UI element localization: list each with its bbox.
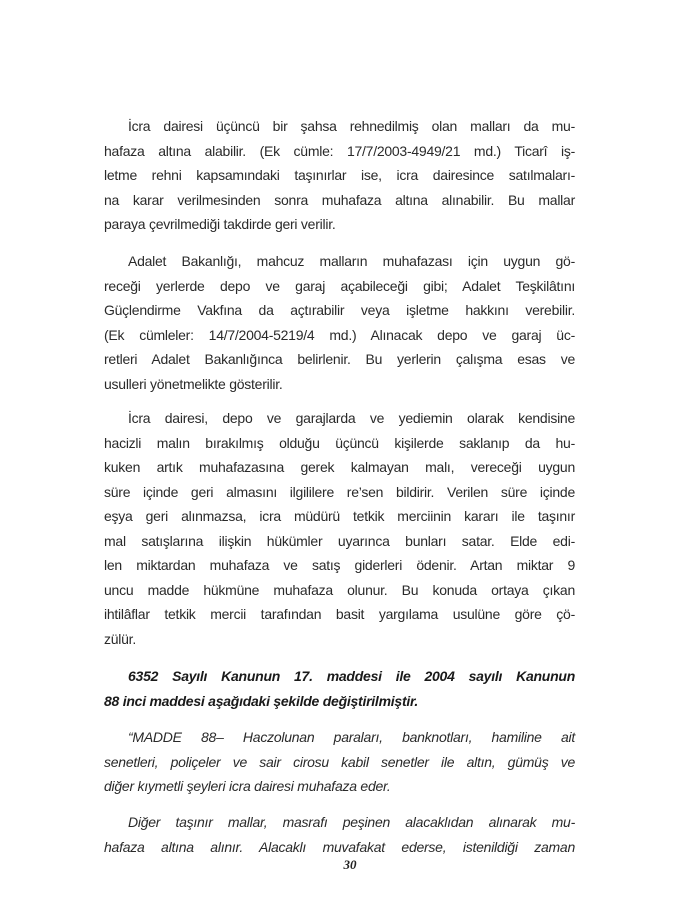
text-line: senetleri, poliçeler ve sair cirosu kabil senetler ile altın, gümüş ve bbox=[104, 753, 575, 770]
text-line: hafaza altına alabilir. (Ek cümle: 17/7/2003-4949/21 md.) Ticarî iş- bbox=[104, 142, 575, 159]
text-line: hacizli malın bırakılmış olduğu üçüncü kişilerde saklanıp da hu- bbox=[104, 434, 575, 451]
text-line: “MADDE 88– Haczolunan paraları, banknotları, hamiline ait bbox=[128, 729, 575, 745]
paragraph bbox=[104, 810, 575, 859]
page-number: 30 bbox=[343, 857, 357, 872]
text-line: retleri Adalet Bakanlığınca belirlenir. Bu yerlerin çalışma esas ve bbox=[104, 351, 575, 367]
text-line: (Ek cümleler: 14/7/2004-5219/4 md.) Alınacak depo ve garaj üc- bbox=[104, 326, 575, 343]
text-line: ihtilâflar tetkik mercii tarafından basit yargılama usulüne göre çö- bbox=[104, 606, 575, 622]
text-line: usulleri yönetmelikte gösterilir. bbox=[104, 375, 283, 392]
text-line: zülür. bbox=[104, 630, 136, 647]
text-line: 6352 Sayılı Kanunun 17. maddesi ile 2004 sayılı Kanunun bbox=[128, 668, 575, 684]
text-line: receği yerlerde depo ve garaj açabileceği gibi; Adalet Teşkilâtını bbox=[104, 277, 575, 294]
text-line: İcra dairesi, depo ve garajlarda ve yediemin olarak kendisine bbox=[128, 410, 575, 426]
text-line: süre içinde geri almasını ilgililere re’sen bildirir. Verilen süre içinde bbox=[104, 483, 575, 500]
text-line: Güçlendirme Vakfına da açtırabilir veya işletme hakkını verebilir. bbox=[104, 302, 575, 318]
paragraph bbox=[104, 114, 575, 237]
text-line: diğer kıymetli şeyleri icra dairesi muhafaza eder. bbox=[104, 778, 391, 794]
paragraph bbox=[104, 249, 575, 396]
paragraph bbox=[104, 406, 575, 651]
text-line: na karar verilmesinden sonra muhafaza altına alınabilir. Bu mallar bbox=[104, 191, 575, 208]
paragraph bbox=[104, 725, 575, 799]
text-line: len miktardan muhafaza ve satış giderleri ödenir. Artan miktar 9 bbox=[104, 557, 575, 573]
text-line: Diğer taşınır mallar, masrafı peşinen alacaklıdan alınarak mu- bbox=[128, 814, 575, 830]
text-line: hafaza altına alınır. Alacaklı muvafakat ederse, istenildiği zaman bbox=[104, 838, 575, 855]
text-line: İcra dairesi üçüncü bir şahsa rehnedilmiş olan malları da mu- bbox=[128, 118, 575, 134]
text-line: kuken artık muhafazasına gerek kalmayan malı, vereceği uygun bbox=[104, 459, 575, 475]
text-line: letme rehni kapsamındaki taşınırlar ise, icra dairesince satılmaları- bbox=[104, 167, 575, 183]
text-line: paraya çevrilmediği takdirde geri verilir. bbox=[104, 216, 336, 232]
text-line: eşya geri alınmazsa, icra müdürü tetkik merciinin kararı ile taşınır bbox=[104, 508, 575, 524]
text-line: 88 inci maddesi aşağıdaki şekilde değiştirilmiştir. bbox=[104, 692, 419, 709]
text-line: uncu madde hükmüne muhafaza olunur. Bu konuda ortaya çıkan bbox=[104, 581, 575, 598]
text-line: mal satışlarına ilişkin hükümler uyarınca bunları satar. Elde edi- bbox=[104, 532, 575, 549]
text-line: Adalet Bakanlığı, mahcuz malların muhafazası için uygun gö- bbox=[128, 253, 575, 269]
section-heading bbox=[104, 664, 575, 713]
